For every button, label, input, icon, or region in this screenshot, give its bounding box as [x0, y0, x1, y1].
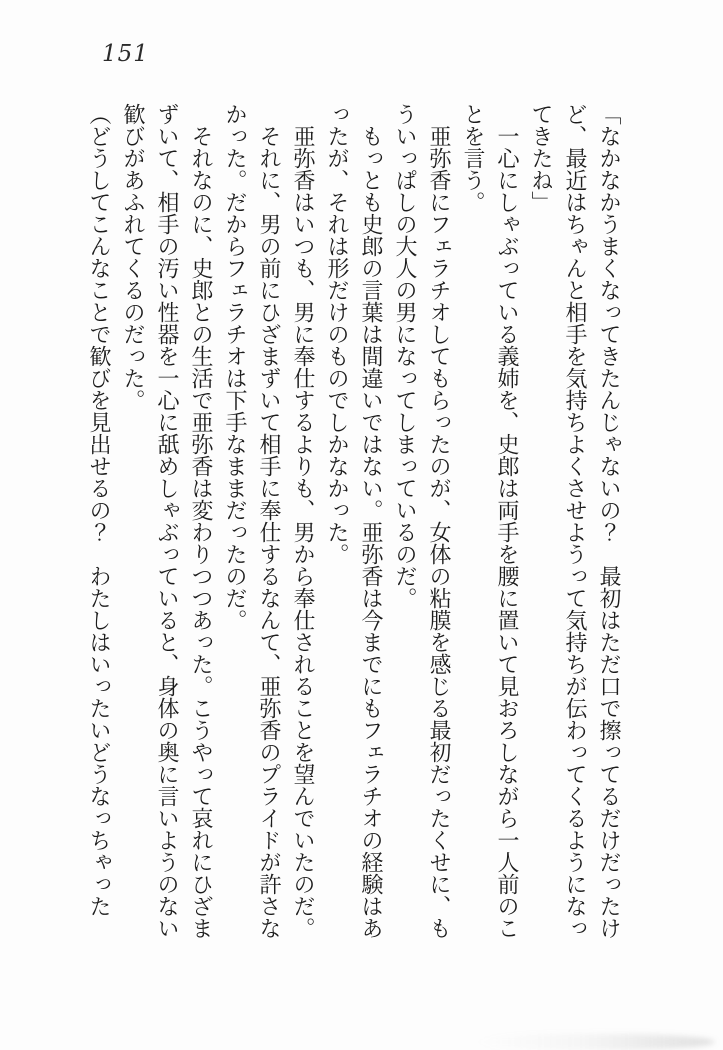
- scan-shadow: [475, 1034, 715, 1050]
- text-line: それなのに、史郎との生活で亜弥香は変わりつつあった。こうやって哀れにひざま: [189, 125, 214, 939]
- text-body: [81, 103, 626, 941]
- text-line: てきたね」: [529, 103, 554, 213]
- text-line: ずいて、相手の汚い性器を一心に舐めしゃぶっていると、身体の奥に言いようのない: [155, 103, 180, 939]
- text-line: ういっぱしの大人の男になってしまっているのだ。: [393, 103, 418, 609]
- text-line: ったが、それは形だけのものでしかなかった。: [325, 103, 350, 565]
- text-line: 「なかなかうまくなってきたんじゃないの？ 最初はただ口で擦ってるだけだったけ: [597, 103, 622, 939]
- text-line: 歓びがあふれてくるのだった。: [121, 103, 146, 411]
- text-line: （どうしてこんなことで歓びを見出せるの？ わたしはいったいどうなっちゃった: [87, 103, 112, 917]
- text-line: ど、最近はちゃんと相手を気持ちよくさせようって気持ちが伝わってくるようになっ: [563, 103, 588, 939]
- text-line: かった。だからフェラチオは下手なままだったのだ。: [223, 103, 248, 631]
- text-line: 一心にしゃぶっている義姉を、史郎は両手を腰に置いて見おろしながら一人前のこ: [495, 125, 520, 939]
- text-line: 亜弥香にフェラチオしてもらったのが、女体の粘膜を感じる最初だったくせに、も: [427, 125, 452, 939]
- text-line: とを言う。: [461, 103, 486, 213]
- text-line: もっとも史郎の言葉は間違いではない。亜弥香は今までにもフェラチオの経験はあ: [359, 125, 384, 939]
- text-line: 亜弥香はいつも、男に奉仕するよりも、男から奉仕されることを望んでいたのだ。: [291, 125, 316, 939]
- page-number: 151: [102, 41, 149, 67]
- text-line: それに、男の前にひざまずいて相手に奉仕するなんて、亜弥香のプライドが許さな: [257, 125, 282, 939]
